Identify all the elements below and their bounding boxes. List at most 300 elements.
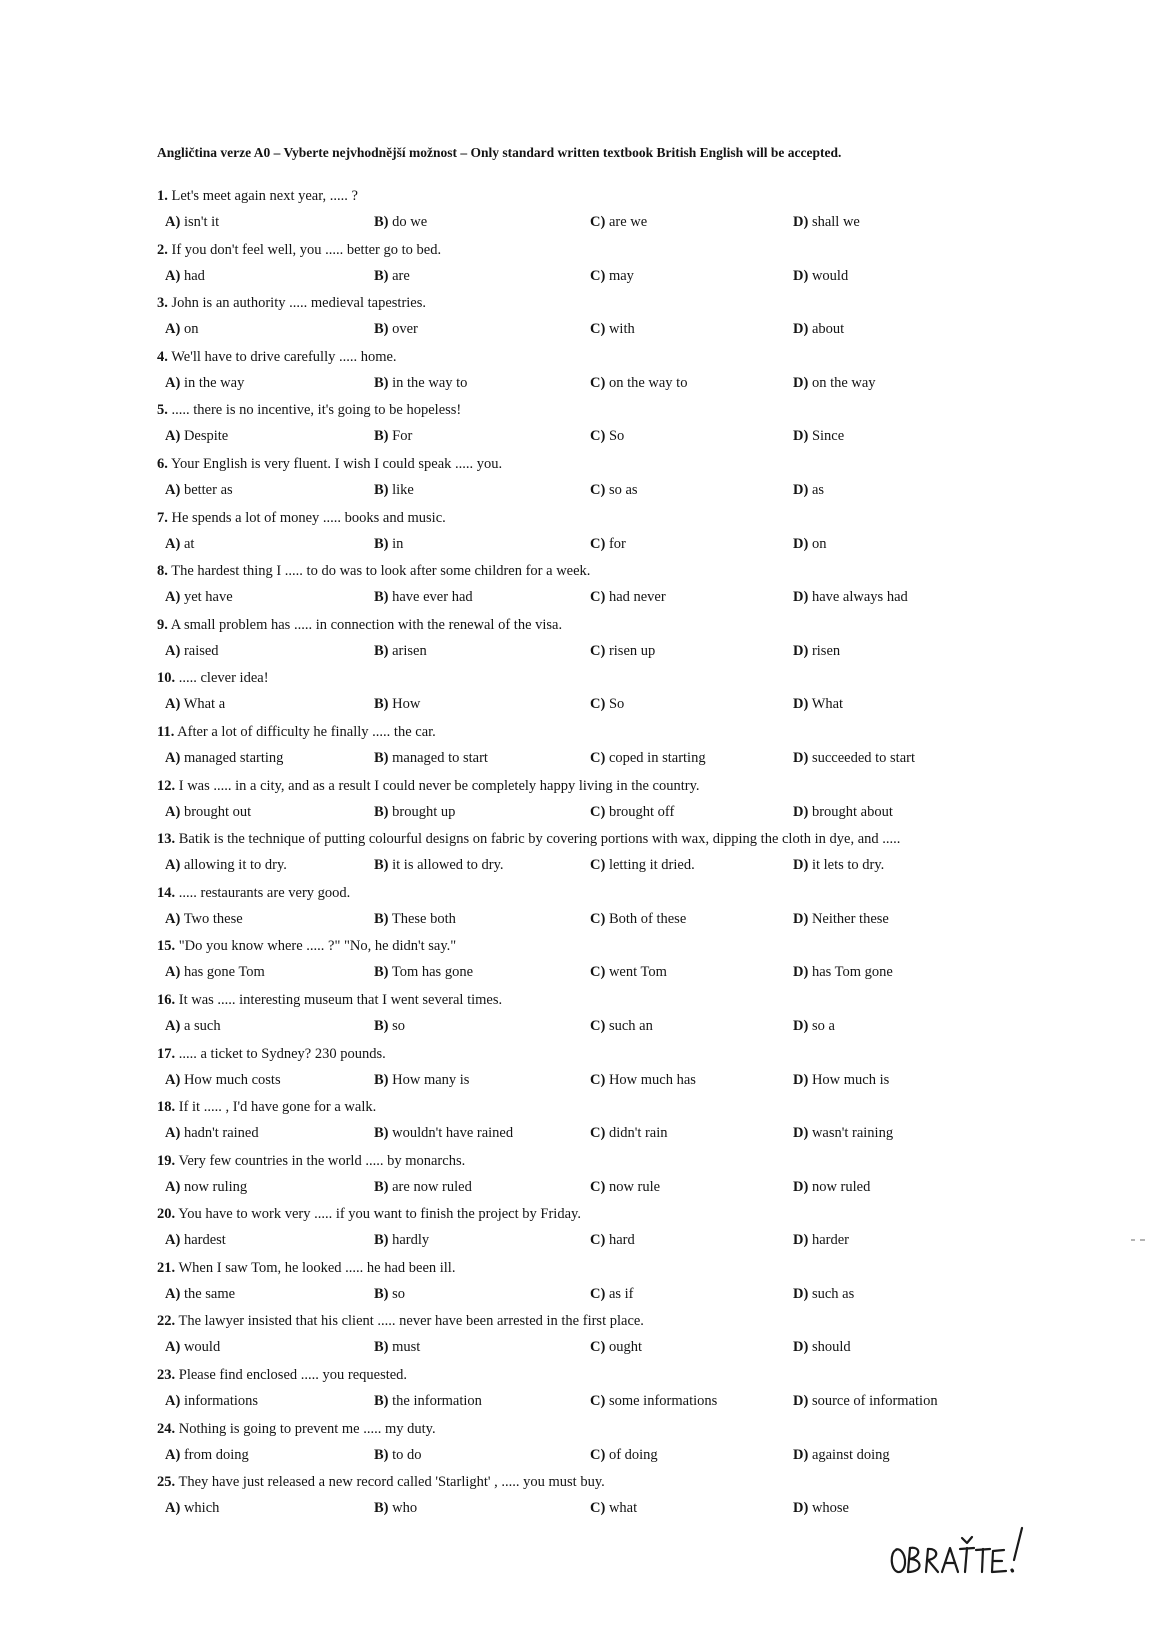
question-text: ..... there is no incentive, it's going to be hopeless!: [171, 402, 462, 419]
answer-option-d[interactable]: [793, 1071, 889, 1089]
question-list: [157, 187, 1117, 1527]
option-letter: C): [590, 589, 606, 606]
answer-option-c[interactable]: [590, 481, 638, 499]
option-letter: A): [165, 1393, 181, 1410]
option-letter: D): [793, 1232, 809, 1249]
answer-option-b[interactable]: [374, 213, 427, 231]
option-text: yet have: [183, 589, 233, 606]
option-text: Tom has gone: [391, 964, 474, 981]
answer-option-d[interactable]: [793, 1446, 890, 1464]
option-text: brought about: [811, 803, 893, 820]
answer-option-b[interactable]: [374, 1499, 417, 1517]
answer-option-c[interactable]: [590, 963, 667, 981]
answer-option-a[interactable]: [165, 267, 205, 285]
question-item: [157, 937, 1117, 991]
answer-option-c[interactable]: [590, 320, 635, 338]
answer-option-a[interactable]: [165, 588, 233, 606]
option-letter: C): [590, 321, 606, 338]
option-text: source of information: [811, 1393, 938, 1410]
option-text: as: [811, 481, 825, 498]
question-item: [157, 991, 1117, 1045]
option-text: are now ruled: [392, 1178, 472, 1195]
option-text: How much costs: [183, 1071, 281, 1088]
answer-option-c[interactable]: [590, 910, 686, 928]
answer-option-c[interactable]: [590, 1392, 717, 1410]
option-text: in the way to: [392, 374, 468, 391]
answer-option-c[interactable]: [590, 642, 655, 660]
answer-options: [157, 856, 1117, 876]
answer-option-d[interactable]: [793, 1338, 851, 1356]
option-text: raised: [183, 642, 219, 659]
answer-option-b[interactable]: [374, 1285, 405, 1303]
answer-option-d[interactable]: [793, 1178, 870, 1196]
question-item: [157, 1366, 1117, 1420]
answer-option-d[interactable]: [793, 749, 915, 767]
option-text: so as: [608, 481, 638, 498]
answer-options: [157, 1071, 1117, 1091]
question-stem: [157, 616, 562, 634]
answer-option-d[interactable]: [793, 963, 893, 981]
option-letter: A): [165, 1446, 181, 1463]
answer-option-a[interactable]: [165, 1124, 259, 1142]
question-item: [157, 348, 1117, 402]
option-text: on the way: [811, 374, 876, 391]
answer-option-c[interactable]: [590, 1017, 653, 1035]
option-letter: B): [374, 481, 389, 498]
option-letter: A): [165, 1071, 181, 1088]
option-letter: D): [793, 1500, 809, 1517]
option-letter: D): [793, 1178, 809, 1195]
option-text: against doing: [811, 1446, 890, 1463]
answer-options: [157, 1231, 1117, 1251]
answer-option-d[interactable]: [793, 803, 893, 821]
option-letter: C): [590, 428, 606, 445]
option-letter: D): [793, 214, 809, 230]
option-text: may: [608, 267, 634, 284]
answer-option-c[interactable]: [590, 803, 674, 821]
option-text: arisen: [392, 642, 427, 659]
option-letter: D): [793, 1125, 809, 1142]
question-item: [157, 1420, 1117, 1474]
answer-option-d[interactable]: [793, 1392, 938, 1410]
question-item: [157, 401, 1117, 455]
option-text: What a: [183, 696, 226, 713]
answer-option-b[interactable]: [374, 1446, 422, 1464]
answer-option-a[interactable]: [165, 749, 283, 767]
option-text: How much is: [811, 1071, 890, 1088]
answer-option-a[interactable]: [165, 1231, 226, 1249]
answer-option-a[interactable]: [165, 320, 198, 338]
answer-option-b[interactable]: [374, 1338, 420, 1356]
option-letter: A): [165, 1232, 181, 1249]
answer-option-c[interactable]: [590, 1231, 635, 1249]
question-number: 6.: [157, 455, 168, 472]
answer-option-c[interactable]: [590, 1178, 660, 1196]
answer-options: [157, 320, 1117, 340]
question-number: 25.: [157, 1474, 176, 1491]
option-letter: C): [590, 1500, 606, 1517]
answer-option-b[interactable]: [374, 1124, 513, 1142]
option-letter: A): [165, 1285, 181, 1302]
option-text: has gone Tom: [183, 964, 265, 981]
option-text: ought: [608, 1339, 642, 1356]
option-text: For: [392, 428, 413, 445]
answer-options: [157, 588, 1117, 608]
answer-option-c[interactable]: [590, 374, 687, 392]
option-text: What: [811, 696, 844, 713]
answer-option-b[interactable]: [374, 374, 467, 392]
question-number: 1.: [157, 188, 168, 204]
option-text: on: [183, 321, 199, 338]
answer-option-b[interactable]: [374, 642, 427, 660]
option-text: managed starting: [183, 749, 284, 766]
question-item: [157, 830, 1117, 884]
question-text: Very few countries in the world ..... by monarchs.: [178, 1152, 466, 1169]
option-text: would: [183, 1339, 221, 1356]
answer-option-d[interactable]: [793, 481, 824, 499]
option-letter: D): [793, 910, 809, 927]
option-letter: C): [590, 267, 606, 284]
answer-option-a[interactable]: [165, 427, 228, 445]
option-text: on: [811, 535, 827, 552]
option-text: went Tom: [608, 964, 667, 981]
question-stem: [157, 294, 426, 312]
answer-option-b[interactable]: [374, 588, 473, 606]
option-text: at: [183, 535, 195, 552]
option-letter: B): [374, 374, 389, 391]
answer-option-c[interactable]: [590, 749, 706, 767]
answer-option-d[interactable]: [793, 910, 889, 928]
answer-option-b[interactable]: [374, 1178, 472, 1196]
question-number: 18.: [157, 1099, 176, 1116]
option-letter: C): [590, 1446, 606, 1463]
option-text: the information: [392, 1393, 482, 1410]
question-number: 16.: [157, 991, 176, 1008]
question-stem: [157, 937, 456, 955]
option-letter: A): [165, 749, 181, 766]
option-text: Despite: [183, 428, 229, 445]
option-letter: B): [374, 428, 389, 445]
option-letter: B): [374, 1393, 389, 1410]
question-text: If it ..... , I'd have gone for a walk.: [178, 1099, 377, 1116]
question-stem: [157, 777, 700, 795]
option-text: like: [392, 481, 414, 498]
question-stem: [157, 669, 269, 687]
answer-option-a[interactable]: [165, 1285, 235, 1303]
question-text: A small problem has ..... in connection with the renewal of the visa.: [170, 616, 563, 633]
option-letter: A): [165, 964, 181, 981]
question-stem: [157, 1259, 455, 1277]
answer-option-d[interactable]: [793, 1231, 849, 1249]
answer-option-b[interactable]: [374, 320, 418, 338]
question-item: [157, 562, 1117, 616]
answer-option-b[interactable]: [374, 963, 473, 981]
option-text: are: [392, 267, 410, 284]
answer-options: [157, 213, 1117, 233]
option-text: it lets to dry.: [811, 857, 885, 874]
answer-options: [157, 374, 1117, 394]
question-number: 3.: [157, 295, 168, 312]
option-text: risen up: [608, 642, 656, 659]
answer-option-c[interactable]: [590, 535, 626, 553]
option-letter: A): [165, 696, 181, 713]
answer-option-b[interactable]: [374, 427, 412, 445]
option-letter: B): [374, 214, 389, 230]
question-stem: [157, 1473, 605, 1491]
question-number: 15.: [157, 938, 176, 955]
answer-option-c[interactable]: [590, 267, 634, 285]
answer-option-d[interactable]: [793, 320, 844, 338]
option-text: Since: [811, 428, 845, 445]
answer-option-c[interactable]: [590, 213, 647, 231]
option-text: to do: [392, 1446, 422, 1463]
question-number: 2.: [157, 241, 168, 258]
answer-option-a[interactable]: [165, 374, 244, 392]
question-item: [157, 1098, 1117, 1152]
answer-option-a[interactable]: [165, 1446, 249, 1464]
answer-option-b[interactable]: [374, 481, 414, 499]
answer-option-a[interactable]: [165, 1017, 221, 1035]
question-item: [157, 1045, 1117, 1099]
question-text: It was ..... interesting museum that I went several times.: [178, 991, 503, 1008]
answer-options: [157, 803, 1117, 823]
option-letter: C): [590, 535, 606, 552]
question-item: [157, 1205, 1117, 1259]
option-letter: D): [793, 481, 809, 498]
option-text: How many is: [392, 1071, 470, 1088]
answer-option-c[interactable]: [590, 695, 624, 713]
answer-option-d[interactable]: [793, 1124, 893, 1142]
answer-option-a[interactable]: [165, 1178, 247, 1196]
answer-option-d[interactable]: [793, 535, 826, 553]
option-text: informations: [183, 1393, 259, 1410]
answer-option-a[interactable]: [165, 856, 287, 874]
answer-option-b[interactable]: [374, 803, 455, 821]
question-stem: [157, 348, 397, 366]
option-text: hardly: [392, 1232, 430, 1249]
option-text: would: [811, 267, 849, 284]
option-letter: A): [165, 321, 181, 338]
question-stem: [157, 562, 590, 580]
option-text: hadn't rained: [183, 1125, 259, 1142]
question-stem: [157, 1420, 436, 1438]
answer-option-d[interactable]: [793, 856, 884, 874]
question-item: [157, 884, 1117, 938]
option-letter: A): [165, 857, 181, 874]
option-letter: D): [793, 1017, 809, 1034]
answer-option-c[interactable]: [590, 856, 695, 874]
option-letter: B): [374, 696, 389, 713]
option-letter: C): [590, 1393, 606, 1410]
question-item: [157, 669, 1117, 723]
answer-option-a[interactable]: [165, 963, 265, 981]
question-item: [157, 294, 1117, 348]
question-item: [157, 777, 1117, 831]
option-letter: C): [590, 749, 606, 766]
answer-option-b[interactable]: [374, 1017, 405, 1035]
option-text: brought out: [183, 803, 252, 820]
answer-option-d[interactable]: [793, 695, 843, 713]
option-text: allowing it to dry.: [183, 857, 287, 874]
answer-option-d[interactable]: [793, 1499, 849, 1517]
answer-option-c[interactable]: [590, 427, 624, 445]
option-text: it is allowed to dry.: [392, 857, 504, 874]
question-stem: [157, 241, 441, 259]
answer-option-d[interactable]: [793, 1285, 854, 1303]
option-text: harder: [811, 1232, 849, 1249]
option-text: had: [183, 267, 205, 284]
question-stem: [157, 187, 358, 205]
option-text: whose: [811, 1500, 849, 1517]
answer-option-a[interactable]: [165, 535, 194, 553]
answer-option-b[interactable]: [374, 1392, 482, 1410]
question-number: 22.: [157, 1313, 176, 1330]
answer-option-c[interactable]: [590, 1499, 637, 1517]
answer-option-d[interactable]: [793, 427, 844, 445]
question-number: 5.: [157, 402, 168, 419]
answer-option-c[interactable]: [590, 1338, 642, 1356]
option-letter: B): [374, 964, 389, 981]
option-letter: B): [374, 1446, 389, 1463]
question-number: 17.: [157, 1045, 176, 1062]
question-number: 24.: [157, 1420, 176, 1437]
option-text: with: [608, 321, 635, 338]
option-text: Neither these: [811, 910, 889, 927]
option-letter: B): [374, 803, 389, 820]
answer-options: [157, 535, 1117, 555]
question-number: 12.: [157, 777, 176, 794]
option-letter: A): [165, 1017, 181, 1034]
option-text: about: [811, 321, 845, 338]
option-letter: A): [165, 374, 181, 391]
option-letter: A): [165, 535, 181, 552]
question-text: After a lot of difficulty he finally ..... the car.: [177, 723, 436, 740]
option-text: brought off: [608, 803, 675, 820]
option-letter: B): [374, 1071, 389, 1088]
answer-option-b[interactable]: [374, 1071, 469, 1089]
option-letter: D): [793, 749, 809, 766]
answer-option-a[interactable]: [165, 1392, 258, 1410]
question-item: [157, 1473, 1117, 1527]
option-letter: D): [793, 589, 809, 606]
answer-options: [157, 749, 1117, 769]
answer-option-a[interactable]: [165, 1071, 281, 1089]
answer-option-b[interactable]: [374, 695, 420, 713]
question-stem: [157, 991, 502, 1009]
question-text: ..... a ticket to Sydney? 230 pounds.: [178, 1045, 386, 1062]
option-text: now ruled: [811, 1178, 871, 1195]
option-letter: D): [793, 321, 809, 338]
option-letter: D): [793, 857, 809, 874]
answer-option-a[interactable]: [165, 213, 219, 231]
question-text: I was ..... in a city, and as a result I could never be completely happy living in the country.: [178, 777, 700, 794]
answer-option-a[interactable]: [165, 1499, 219, 1517]
question-item: [157, 1152, 1117, 1206]
option-text: had never: [608, 589, 666, 606]
option-letter: C): [590, 642, 606, 659]
answer-option-c[interactable]: [590, 1124, 668, 1142]
option-letter: C): [590, 696, 606, 713]
option-text: some informations: [608, 1393, 718, 1410]
answer-option-d[interactable]: [793, 588, 908, 606]
answer-options: [157, 910, 1117, 930]
option-letter: A): [165, 267, 181, 284]
option-letter: C): [590, 1339, 606, 1356]
option-letter: C): [590, 374, 606, 391]
answer-option-b[interactable]: [374, 856, 504, 874]
option-text: coped in starting: [608, 749, 706, 766]
option-letter: A): [165, 481, 181, 498]
option-text: so a: [811, 1017, 835, 1034]
option-letter: B): [374, 1017, 389, 1034]
answer-option-d[interactable]: [793, 374, 876, 392]
answer-options: [157, 1338, 1117, 1358]
answer-option-a[interactable]: [165, 803, 251, 821]
answer-option-b[interactable]: [374, 535, 403, 553]
question-stem: [157, 830, 900, 848]
answer-option-c[interactable]: [590, 588, 666, 606]
option-letter: D): [793, 267, 809, 284]
option-text: for: [608, 535, 626, 552]
question-stem: [157, 509, 446, 527]
option-letter: B): [374, 1232, 389, 1249]
option-letter: B): [374, 1339, 389, 1356]
answer-option-b[interactable]: [374, 267, 410, 285]
option-letter: A): [165, 1339, 181, 1356]
question-item: [157, 241, 1117, 295]
answer-option-a[interactable]: [165, 642, 219, 660]
option-letter: B): [374, 749, 389, 766]
option-letter: A): [165, 910, 181, 927]
answer-option-d[interactable]: [793, 213, 860, 231]
option-letter: D): [793, 1071, 809, 1088]
answer-option-c[interactable]: [590, 1446, 658, 1464]
answer-option-a[interactable]: [165, 695, 225, 713]
option-letter: D): [793, 1446, 809, 1463]
option-text: do we: [392, 214, 428, 230]
question-text: When I saw Tom, he looked ..... he had been ill.: [178, 1259, 456, 1276]
option-text: So: [608, 696, 625, 713]
answer-option-b[interactable]: [374, 910, 456, 928]
option-text: on the way to: [608, 374, 688, 391]
option-text: so: [392, 1017, 406, 1034]
answer-option-a[interactable]: [165, 481, 233, 499]
option-text: as if: [608, 1285, 634, 1302]
answer-option-d[interactable]: [793, 642, 840, 660]
answer-option-c[interactable]: [590, 1285, 634, 1303]
question-text: The hardest thing I ..... to do was to look after some children for a week.: [171, 563, 591, 580]
answer-option-d[interactable]: [793, 267, 848, 285]
option-letter: D): [793, 642, 809, 659]
question-stem: [157, 401, 461, 419]
answer-options: [157, 481, 1117, 501]
answer-option-b[interactable]: [374, 749, 488, 767]
question-item: [157, 723, 1117, 777]
answer-option-a[interactable]: [165, 910, 243, 928]
answer-option-a[interactable]: [165, 1338, 220, 1356]
answer-option-b[interactable]: [374, 1231, 429, 1249]
answer-options: [157, 1446, 1117, 1466]
question-item: [157, 616, 1117, 670]
answer-option-c[interactable]: [590, 1071, 696, 1089]
option-text: These both: [391, 910, 456, 927]
answer-option-d[interactable]: [793, 1017, 835, 1035]
question-text: They have just released a new record called 'Starlight' , ..... you must buy.: [178, 1474, 605, 1491]
question-text: You have to work very ..... if you want to finish the project by Friday.: [178, 1206, 581, 1223]
option-text: who: [392, 1500, 418, 1517]
option-text: are we: [608, 214, 648, 230]
answer-options: [157, 1499, 1117, 1519]
